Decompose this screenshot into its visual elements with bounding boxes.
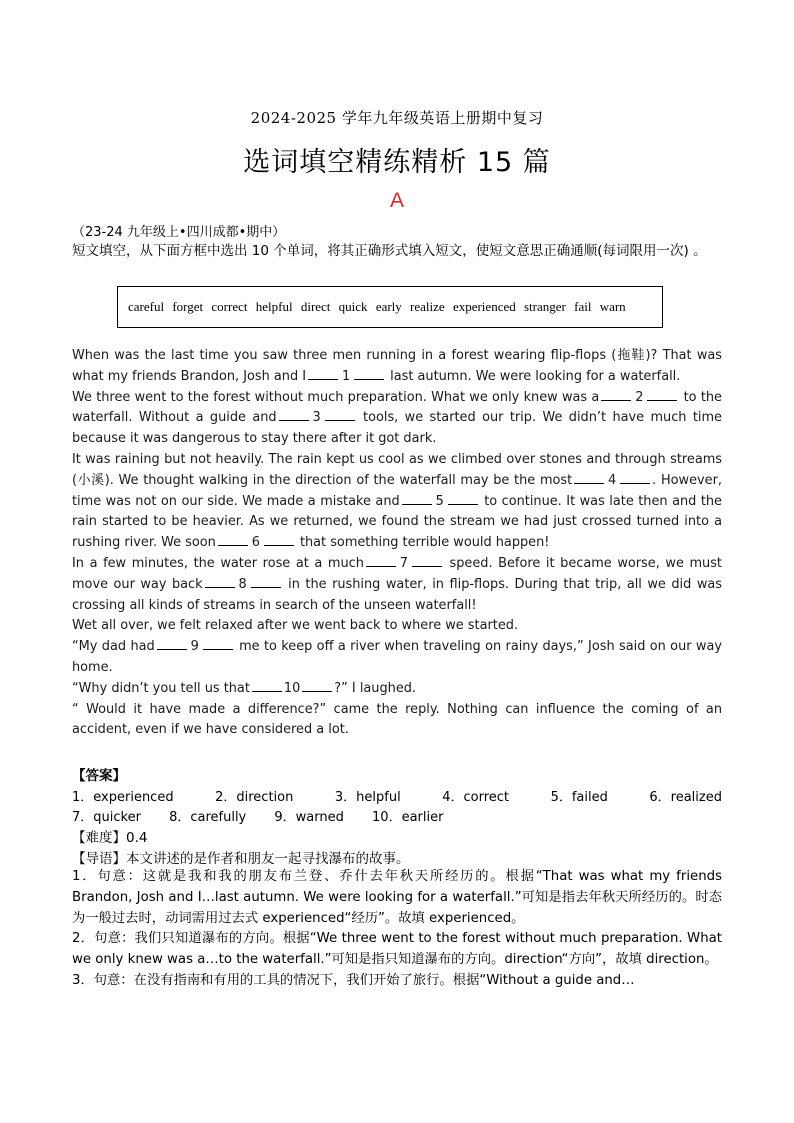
guide-text: 【导语】本文讲述的是作者和朋友一起寻找瀑布的故事。 <box>72 851 410 867</box>
passage-text: that something terrible would happen! <box>299 535 550 551</box>
reading-passage <box>72 346 722 741</box>
answer-heading: 【答案】 <box>72 768 126 784</box>
difficulty-label: 【难度】0.4 <box>72 830 148 846</box>
passage-text: . However, time was not on our side. We made a mistake and <box>72 472 722 509</box>
passage-text: speed. Before it became worse, we must move our way back <box>72 555 722 592</box>
word-bank-item: careful <box>128 299 165 314</box>
passage-text: Wet all over, we felt relaxed after we went back to where we started. <box>72 618 519 634</box>
blank-number: 9 <box>190 639 199 655</box>
word-bank-item: realize <box>410 299 445 314</box>
answer-blank[interactable] <box>264 533 294 546</box>
answer-item: 3．helpful <box>334 790 401 805</box>
passage-text: me to keep off a river when traveling on rainy days,” Josh said on our way home. <box>72 639 722 675</box>
answer-item: 6．realized <box>649 790 722 805</box>
word-bank-item: warn <box>599 299 626 314</box>
passage-text: In a few minutes, the water rose at a much <box>72 555 364 571</box>
word-bank-item: forget <box>172 299 204 314</box>
answer-blank[interactable] <box>647 388 677 401</box>
explanations <box>72 867 722 992</box>
answer-blank[interactable] <box>354 367 384 380</box>
word-bank-item: helpful <box>255 299 293 314</box>
blank-number: 7 <box>399 555 408 571</box>
blank-number: 4 <box>608 472 617 488</box>
blank-number: 2 <box>635 389 644 405</box>
passage-paragraph <box>72 388 722 450</box>
question-source: （23-24 九年级上•四川成都•期中） <box>72 225 286 240</box>
passage-paragraph <box>72 679 722 700</box>
passage-paragraph <box>72 616 722 637</box>
word-bank-box <box>117 286 663 328</box>
series-heading: 2024-2025 学年九年级英语上册期中复习 <box>250 109 544 127</box>
passage-paragraph <box>72 637 722 679</box>
passage-text: “Why didn’t you tell us that <box>72 680 250 696</box>
passage-paragraph <box>72 346 722 388</box>
word-bank-item: direct <box>300 299 331 314</box>
answer-blank[interactable] <box>251 575 281 588</box>
answer-item: 9．warned <box>274 810 344 825</box>
answer-blank[interactable] <box>448 492 478 505</box>
word-bank-item: quick <box>338 299 368 314</box>
answer-blank[interactable] <box>402 492 432 505</box>
passage-text: It was raining but not heavily. The rain kept us cool as we climbed over stones and through streams (小溪). We thought walking in the direction of the waterfall may be the most <box>72 451 722 488</box>
explanation-item: 2．句意：我们只知道瀑布的方向。根据“We three went to the forest without much preparation. What we only knew was a…to the waterfall.”可知是指只知道瀑布的方向。direction“方向”，故填 direction。 <box>72 931 722 968</box>
answer-blank[interactable] <box>308 367 338 380</box>
word-bank-item: experienced <box>452 299 516 314</box>
answer-item: 8．carefully <box>169 810 247 825</box>
section-label: A <box>389 189 404 212</box>
blank-number: 3 <box>312 410 321 426</box>
passage-text: We three went to the forest without much preparation. What we only knew was a <box>72 389 600 405</box>
passage-text: “My dad had <box>72 639 155 655</box>
passage-text: in the rushing water, in flip-flops. During that trip, all we did was crossing all kinds of streams in search of the unseen waterfall! <box>72 576 722 613</box>
answer-blank[interactable] <box>620 471 650 484</box>
answer-item: 5．failed <box>550 790 608 805</box>
explanation-item: 3．句意：在没有指南和有用的工具的情况下，我们开始了旅行。根据“Without a guide and… <box>72 972 635 988</box>
blank-number: 10 <box>283 680 301 696</box>
answer-item: 4．correct <box>442 790 510 805</box>
word-bank-item: correct <box>211 299 248 314</box>
answer-blank[interactable] <box>218 533 248 546</box>
answer-blank[interactable] <box>157 637 187 650</box>
answer-row <box>72 786 722 805</box>
answer-blank[interactable] <box>203 637 233 650</box>
passage-text: tools, we started our trip. We didn’t have much time because it was dangerous to stay there after it got dark. <box>72 410 722 447</box>
word-bank-item: stranger <box>523 299 566 314</box>
blank-number: 6 <box>251 535 260 551</box>
passage-text: When was the last time you saw three men running in a forest wearing flip-flops (拖鞋)? That was what my friends Brandon, Josh and I <box>72 348 722 384</box>
answer-blank[interactable] <box>252 679 282 692</box>
answer-blank[interactable] <box>574 471 604 484</box>
word-bank-item: fail <box>574 299 592 314</box>
passage-paragraph <box>72 450 722 554</box>
answer-item: 1．experienced <box>72 790 174 805</box>
passage-paragraph <box>72 554 722 616</box>
answer-item: 7．quicker <box>72 810 141 825</box>
answer-blank[interactable] <box>366 554 396 567</box>
blank-number: 5 <box>435 493 444 509</box>
answer-blank[interactable] <box>412 554 442 567</box>
answer-item: 10．earlier <box>372 810 444 825</box>
answer-row <box>72 806 467 825</box>
answer-item: 2．direction <box>215 790 294 805</box>
blank-number: 8 <box>238 576 247 592</box>
word-bank <box>128 299 631 315</box>
passage-text: last autumn. We were looking for a waterfall. <box>390 368 681 384</box>
question-instruction: 短文填空，从下面方框中选出 10 个单词，将其正确形式填入短文，使短文意思正确通顺(每词限用一次) 。 <box>72 243 707 259</box>
answer-blank[interactable] <box>601 388 631 401</box>
passage-text: “ Would it have made a difference?” came the reply. Nothing can influence the coming of an accident, even if we have considered a lot. <box>72 701 722 738</box>
answer-blank[interactable] <box>302 679 332 692</box>
explanation-item: 1．句意：这就是我和我的朋友布兰登、乔什去年秋天所经历的。根据“That was what my friends Brandon, Josh and I…last autumn. We were looking for a waterfall.”可知是指去年秋天所经历的。时态为一般过去时，动词需用过去式 experienced“经历”。故填 experienced。 <box>72 869 722 926</box>
passage-text: to the waterfall. Without a guide and <box>72 389 722 426</box>
answer-blank[interactable] <box>279 408 309 421</box>
passage-text: to continue. It was late then and the rain started to be heavier. As we returned, we found the stream we had just crossed turned into a rushing river. We soon <box>72 493 722 551</box>
blank-number: 1 <box>341 368 351 384</box>
answer-blank[interactable] <box>205 575 235 588</box>
passage-text: ?” I laughed. <box>334 680 417 696</box>
passage-paragraph <box>72 700 722 742</box>
answer-blank[interactable] <box>325 408 355 421</box>
word-bank-item: early <box>375 299 402 314</box>
page-title: 选词填空精练精析 15 篇 <box>243 147 551 178</box>
